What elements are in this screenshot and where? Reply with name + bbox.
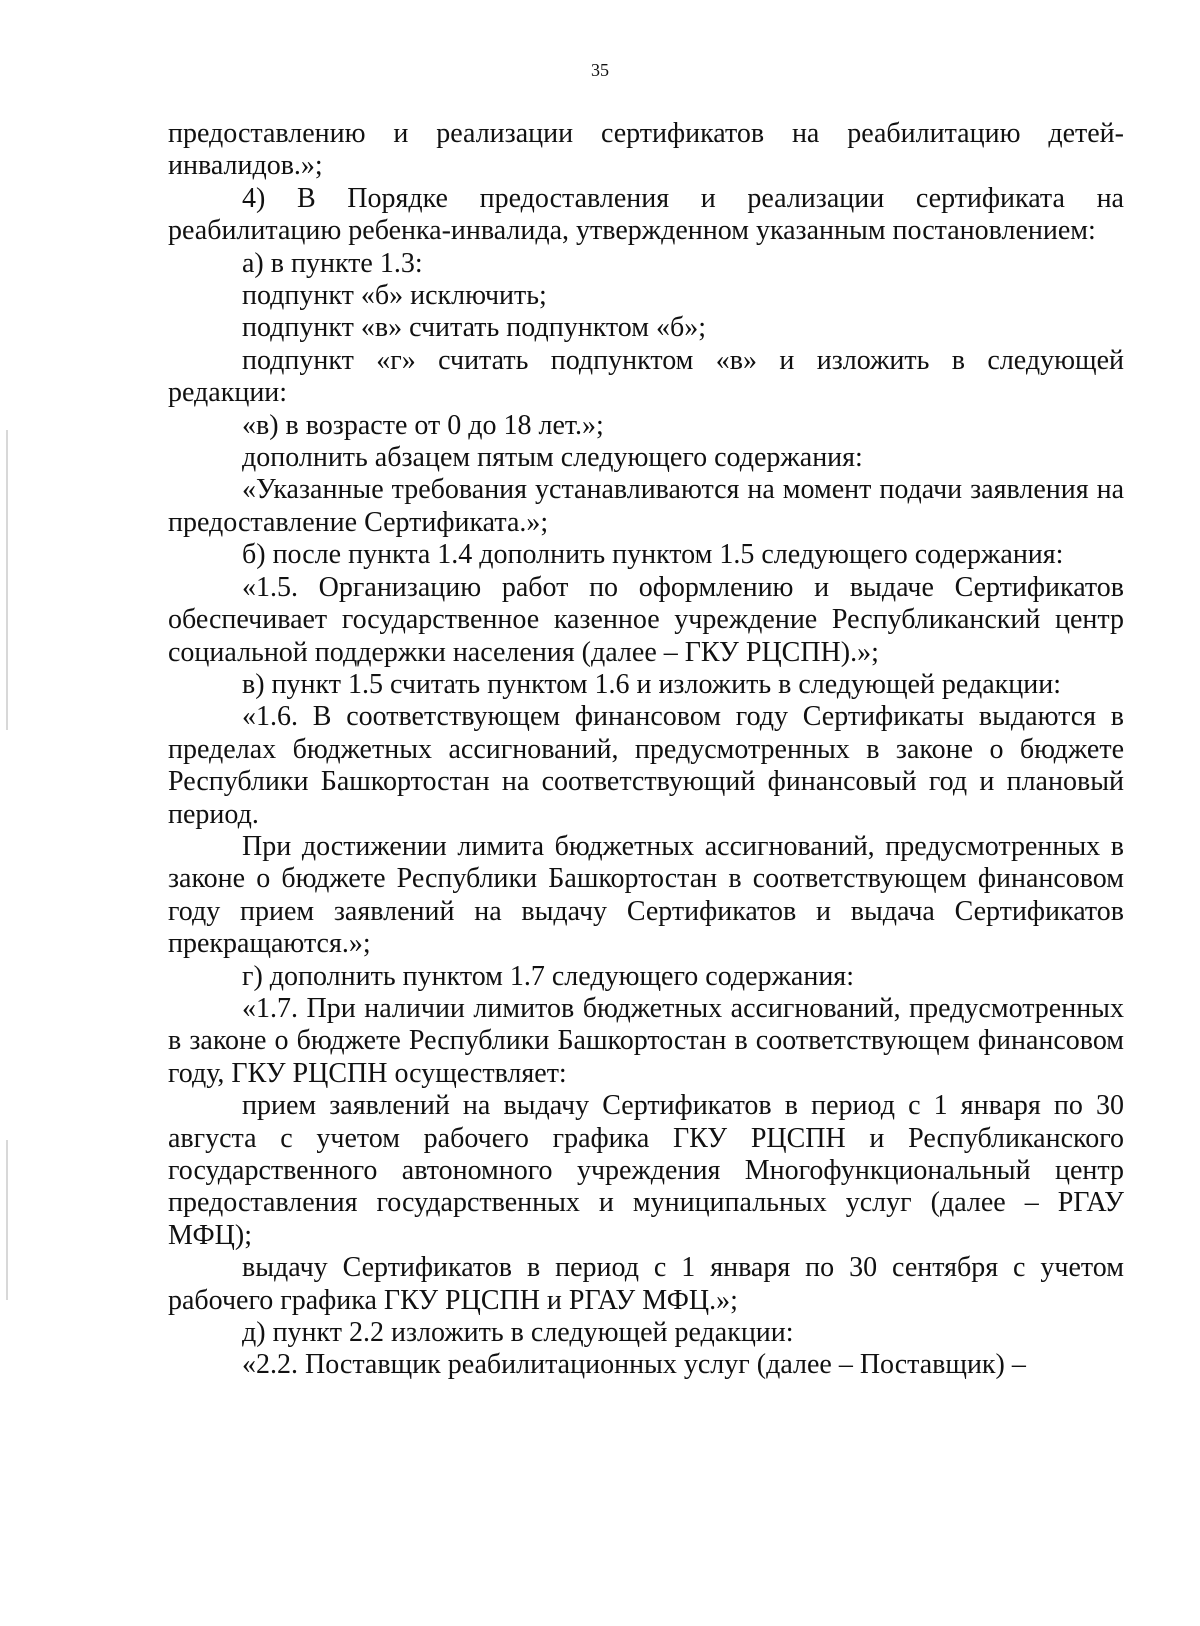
paragraph: подпункт «г» считать подпунктом «в» и изложить в следующей редакции: — [168, 344, 1124, 409]
paragraph: дополнить абзацем пятым следующего содержания: — [242, 442, 863, 474]
document-body — [168, 118, 1124, 1382]
paragraph: При достижении лимита бюджетных ассигнований, предусмотренных в законе о бюджете Республики Башкортостан в соответствующем финансовом году прием заявлений на выдачу Сертификатов и выдача Сертификатов прекращаются.»; — [168, 830, 1124, 960]
scan-edge-mark — [6, 430, 8, 730]
paragraph: «1.6. В соответствующем финансовом году Сертификаты выдаются в пределах бюджетных ассигнований, предусмотренных в законе о бюджете Республики Башкортостан на соответствующий финансовый год и плановый период. — [168, 701, 1124, 830]
paragraph: «2.2. Поставщик реабилитационных услуг (далее – Поставщик) – — [242, 1349, 1026, 1381]
paragraph: выдачу Сертификатов в период с 1 января по 30 сентября с учетом рабочего графика ГКУ РЦСПН и РГАУ МФЦ.»; — [168, 1252, 1124, 1316]
paragraph-subitem-v: в) пункт 1.5 считать пунктом 1.6 и изложить в следующей редакции: — [242, 668, 1061, 700]
scan-edge-mark — [6, 1140, 8, 1300]
paragraph: прием заявлений на выдачу Сертификатов в период с 1 января по 30 августа с учетом рабочего графика ГКУ РЦСПН и Республиканского государственного автономного учреждения Многофункциональный центр предоставления государственных и муниципальных услуг (далее – РГАУ МФЦ); — [168, 1090, 1124, 1251]
paragraph-subitem-b: б) после пункта 1.4 дополнить пунктом 1.5 следующего содержания: — [242, 539, 1064, 571]
paragraph-item-4: 4) В Порядке предоставления и реализации сертификата на реабилитацию ребенка-инвалида, утвержденном указанным постановлением: — [168, 182, 1124, 247]
paragraph: «1.7. При наличии лимитов бюджетных ассигнований, предусмотренных в законе о бюджете Республики Башкортостан в соответствующем финансовом году, ГКУ РЦСПН осуществляет: — [168, 992, 1124, 1089]
paragraph-subitem-d: д) пункт 2.2 изложить в следующей редакции: — [242, 1317, 794, 1349]
paragraph: подпункт «б» исключить; — [242, 280, 547, 312]
paragraph: подпункт «в» считать подпунктом «б»; — [242, 312, 707, 344]
paragraph: предоставлению и реализации сертификатов на реабилитацию детей-инвалидов.»; — [168, 118, 1124, 182]
paragraph: «1.5. Организацию работ по оформлению и выдаче Сертификатов обеспечивает государственное казенное учреждение Республиканский центр социальной поддержки населения (далее – ГКУ РЦСПН).»; — [168, 571, 1124, 668]
paragraph: «Указанные требования устанавливаются на момент подачи заявления на предоставление Сертификата.»; — [168, 474, 1124, 538]
page-number: 35 — [591, 60, 609, 80]
paragraph: «в) в возрасте от 0 до 18 лет.»; — [242, 409, 604, 441]
paragraph-subitem-a: а) в пункте 1.3: — [242, 247, 423, 279]
paragraph-subitem-g: г) дополнить пунктом 1.7 следующего содержания: — [242, 960, 854, 992]
